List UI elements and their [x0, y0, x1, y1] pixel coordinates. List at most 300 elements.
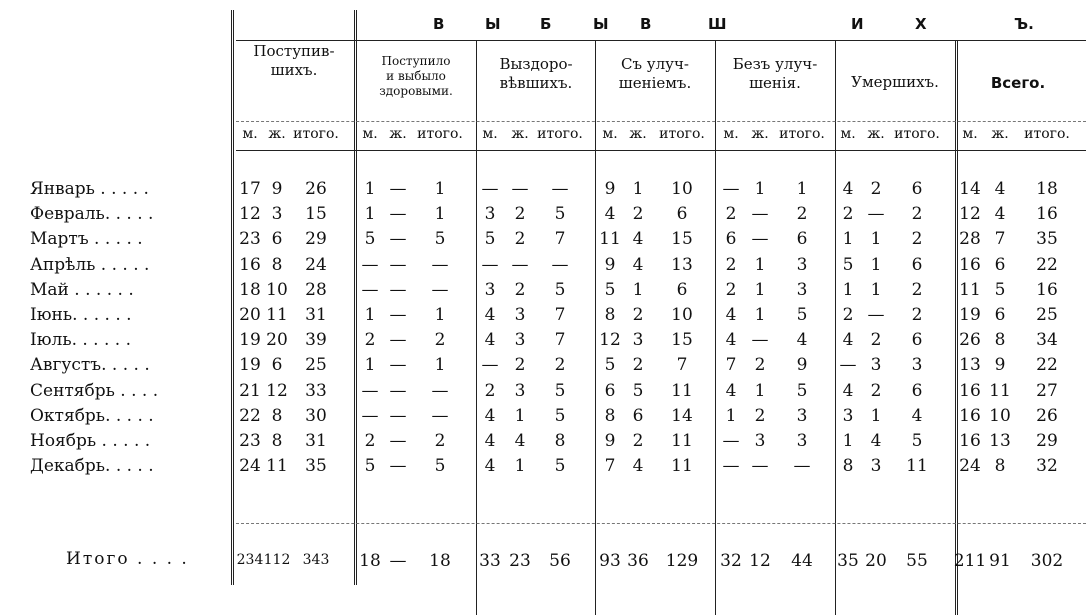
table-cell: —: [481, 355, 499, 375]
table-cell: 2: [514, 204, 526, 224]
table-cell: 3: [796, 431, 808, 451]
table-cell: 1: [434, 179, 446, 199]
header-letter: Ъ.: [1014, 15, 1034, 33]
table-cell: —: [389, 355, 407, 375]
table-cell: 7: [604, 456, 616, 476]
table-cell: 27: [1036, 381, 1058, 401]
table-cell: 2: [870, 381, 882, 401]
table-cell: 34: [1036, 330, 1058, 350]
table-cell: 6: [271, 355, 283, 375]
subheader-cell: итого.: [1024, 126, 1070, 142]
table-cell: 5: [554, 204, 566, 224]
table-cell: 2: [870, 179, 882, 199]
table-cell: 31: [305, 305, 327, 325]
table-cell: 2: [842, 305, 854, 325]
month-label: Январь . . . . .: [30, 179, 149, 199]
rule-group-5: [835, 40, 836, 615]
total-cell: 56: [549, 551, 571, 571]
total-label: Итого . . . .: [66, 549, 189, 569]
table-cell: 4: [484, 330, 496, 350]
subheader-cell: ж.: [629, 126, 647, 142]
table-cell: 2: [434, 431, 446, 451]
table-cell: 3: [911, 355, 923, 375]
table-cell: 6: [994, 305, 1006, 325]
table-cell: 4: [911, 406, 923, 426]
table-cell: —: [751, 229, 769, 249]
table-cell: 4: [842, 381, 854, 401]
subheader-cell: ж.: [867, 126, 885, 142]
table-cell: 11: [266, 305, 288, 325]
table-cell: —: [389, 330, 407, 350]
table-cell: 2: [514, 229, 526, 249]
month-label: Іюль. . . . . .: [30, 330, 132, 350]
table-cell: 4: [484, 305, 496, 325]
table-cell: —: [389, 280, 407, 300]
table-cell: 3: [484, 204, 496, 224]
table-cell: —: [361, 255, 379, 275]
table-cell: —: [722, 431, 740, 451]
table-cell: 2: [870, 330, 882, 350]
table-cell: 1: [754, 179, 766, 199]
table-cell: 2: [911, 229, 923, 249]
table-cell: 5: [796, 381, 808, 401]
table-cell: 6: [271, 229, 283, 249]
table-cell: 5: [554, 381, 566, 401]
table-cell: 4: [842, 330, 854, 350]
total-cell: 91: [989, 551, 1011, 571]
table-cell: 6: [676, 204, 688, 224]
table-cell: 6: [676, 280, 688, 300]
table-cell: 1: [364, 355, 376, 375]
table-cell: 5: [994, 280, 1006, 300]
subheader-cell: м.: [602, 126, 618, 142]
total-cell: 36: [627, 551, 649, 571]
table-cell: 1: [870, 229, 882, 249]
table-cell: 8: [994, 456, 1006, 476]
table-cell: —: [389, 229, 407, 249]
table-cell: 19: [239, 355, 261, 375]
table-cell: 5: [604, 355, 616, 375]
table-cell: 22: [1036, 355, 1058, 375]
table-cell: —: [481, 179, 499, 199]
subheader-cell: ж.: [751, 126, 769, 142]
table-cell: 21: [239, 381, 261, 401]
table-cell: 4: [796, 330, 808, 350]
header-letter: Б: [540, 15, 552, 33]
table-cell: 20: [266, 330, 288, 350]
table-cell: —: [867, 305, 885, 325]
table-cell: —: [722, 179, 740, 199]
table-cell: 33: [305, 381, 327, 401]
table-cell: 1: [632, 179, 644, 199]
table-cell: —: [839, 355, 857, 375]
subheader-cell: итого.: [293, 126, 339, 142]
total-cell: 302: [1030, 551, 1064, 571]
month-label: Октябрь. . . . .: [30, 406, 154, 426]
table-cell: 1: [434, 305, 446, 325]
rule-above-subheaders: [236, 121, 1086, 122]
table-cell: 16: [1036, 204, 1058, 224]
table-cell: 11: [989, 381, 1011, 401]
header-postupivshikh: Поступив- шихъ.: [253, 42, 335, 79]
total-cell: 18: [429, 551, 451, 571]
table-cell: —: [722, 456, 740, 476]
table-cell: 6: [796, 229, 808, 249]
total-cell: 20: [865, 551, 887, 571]
table-cell: 7: [676, 355, 688, 375]
table-cell: 4: [632, 255, 644, 275]
table-cell: —: [867, 204, 885, 224]
table-cell: 2: [911, 305, 923, 325]
table-cell: 16: [959, 255, 981, 275]
month-label: Апрѣль . . . . .: [30, 255, 150, 275]
table-cell: 1: [754, 381, 766, 401]
header-vsego: Всего.: [990, 74, 1046, 92]
table-cell: —: [481, 255, 499, 275]
table-cell: 2: [632, 355, 644, 375]
table-cell: 4: [725, 381, 737, 401]
total-cell: 211: [953, 551, 987, 571]
table-cell: 26: [959, 330, 981, 350]
table-cell: 10: [266, 280, 288, 300]
table-cell: 20: [239, 305, 261, 325]
table-cell: 2: [514, 280, 526, 300]
table-cell: 12: [239, 204, 261, 224]
table-cell: 2: [554, 355, 566, 375]
table-cell: 7: [554, 330, 566, 350]
table-cell: —: [389, 406, 407, 426]
table-cell: 5: [796, 305, 808, 325]
table-cell: 2: [632, 305, 644, 325]
table-cell: 3: [754, 431, 766, 451]
header-letter: Ш: [708, 15, 727, 33]
table-cell: 11: [671, 381, 693, 401]
month-label: Ноябрь . . . . .: [30, 431, 151, 451]
table-cell: 4: [870, 431, 882, 451]
table-cell: 1: [364, 305, 376, 325]
header-vyzdorovevshikh: Выздоро- вѣвшихъ.: [499, 55, 573, 92]
month-label: Августъ. . . . .: [30, 355, 150, 375]
table-cell: —: [793, 456, 811, 476]
table-cell: 9: [271, 179, 283, 199]
table-cell: 26: [1036, 406, 1058, 426]
table-cell: 9: [994, 355, 1006, 375]
table-cell: —: [361, 280, 379, 300]
table-cell: 24: [959, 456, 981, 476]
table-cell: 12: [959, 204, 981, 224]
total-cell: 112: [263, 552, 291, 568]
table-cell: 4: [632, 229, 644, 249]
header-s-uluchsheniem: Съ улуч- шеніемъ.: [618, 55, 692, 92]
table-cell: 1: [754, 305, 766, 325]
table-cell: 3: [870, 355, 882, 375]
table-cell: 3: [870, 456, 882, 476]
table-cell: —: [389, 431, 407, 451]
table-cell: 1: [842, 431, 854, 451]
subheader-cell: итого.: [779, 126, 825, 142]
table-cell: 9: [604, 255, 616, 275]
table-cell: 14: [959, 179, 981, 199]
table-cell: 4: [604, 204, 616, 224]
total-cell: 23: [509, 551, 531, 571]
total-cell: 55: [906, 551, 928, 571]
table-cell: 4: [514, 431, 526, 451]
table-cell: 1: [364, 204, 376, 224]
table-cell: —: [389, 456, 407, 476]
table-cell: 1: [842, 229, 854, 249]
subheader-cell: м.: [482, 126, 498, 142]
table-cell: 3: [632, 330, 644, 350]
table-cell: 3: [796, 255, 808, 275]
table-cell: 15: [671, 330, 693, 350]
table-cell: 1: [725, 406, 737, 426]
table-cell: —: [431, 280, 449, 300]
table-cell: 16: [959, 381, 981, 401]
table-cell: 15: [671, 229, 693, 249]
month-label: Декабрь. . . . .: [30, 456, 154, 476]
table-cell: 3: [796, 406, 808, 426]
table-cell: 9: [604, 179, 616, 199]
table-cell: 26: [305, 179, 327, 199]
table-cell: 9: [604, 431, 616, 451]
table-cell: 2: [364, 330, 376, 350]
table-cell: 8: [604, 406, 616, 426]
table-cell: —: [551, 255, 569, 275]
table-cell: 5: [632, 381, 644, 401]
subheader-cell: м.: [723, 126, 739, 142]
table-cell: 2: [434, 330, 446, 350]
table-cell: 6: [911, 330, 923, 350]
table-cell: 9: [796, 355, 808, 375]
rule-group-3: [595, 40, 596, 615]
table-cell: 10: [989, 406, 1011, 426]
rule-group-2: [476, 40, 477, 615]
total-cell: —: [389, 551, 407, 571]
table-cell: 10: [671, 305, 693, 325]
table-cell: 5: [554, 406, 566, 426]
table-cell: 2: [484, 381, 496, 401]
table-cell: 23: [239, 431, 261, 451]
table-cell: 8: [554, 431, 566, 451]
table-cell: 5: [364, 456, 376, 476]
month-label: Февраль. . . . .: [30, 204, 154, 224]
subheader-cell: итого.: [659, 126, 705, 142]
table-cell: 22: [1036, 255, 1058, 275]
subheader-cell: м.: [962, 126, 978, 142]
month-label: Мартъ . . . . .: [30, 229, 143, 249]
table-cell: 39: [305, 330, 327, 350]
table-cell: 14: [671, 406, 693, 426]
table-cell: 2: [725, 204, 737, 224]
total-cell: 234: [236, 552, 264, 568]
table-cell: 2: [364, 431, 376, 451]
table-cell: 1: [754, 280, 766, 300]
table-cell: 8: [842, 456, 854, 476]
table-cell: 4: [632, 456, 644, 476]
table-cell: 6: [604, 381, 616, 401]
header-letter: Ы: [593, 15, 609, 33]
table-cell: 25: [305, 355, 327, 375]
table-cell: 3: [271, 204, 283, 224]
table-cell: 2: [911, 204, 923, 224]
table-cell: —: [751, 456, 769, 476]
table-cell: 6: [994, 255, 1006, 275]
table-cell: 2: [514, 355, 526, 375]
table-cell: 4: [725, 330, 737, 350]
table-cell: 2: [796, 204, 808, 224]
table-cell: 18: [1036, 179, 1058, 199]
rule-under-vybyvshikh: [236, 40, 1086, 41]
table-cell: 1: [514, 456, 526, 476]
table-cell: 18: [239, 280, 261, 300]
subheader-cell: итого.: [894, 126, 940, 142]
total-cell: 343: [302, 552, 330, 568]
header-umershikh: Умершихъ.: [851, 73, 939, 91]
table-cell: 35: [1036, 229, 1058, 249]
table-cell: —: [389, 204, 407, 224]
table-cell: 16: [1036, 280, 1058, 300]
table-cell: —: [751, 330, 769, 350]
table-cell: —: [389, 179, 407, 199]
header-letter: Х: [915, 15, 927, 33]
table-cell: 1: [754, 255, 766, 275]
table-cell: 8: [271, 406, 283, 426]
subheader-cell: ж.: [389, 126, 407, 142]
table-cell: 1: [514, 406, 526, 426]
table-cell: 5: [604, 280, 616, 300]
month-label: Май . . . . . .: [30, 280, 134, 300]
table-cell: 6: [632, 406, 644, 426]
subheader-cell: м.: [242, 126, 258, 142]
table-cell: 1: [842, 280, 854, 300]
table-cell: 4: [484, 406, 496, 426]
rule-before-vsego: [955, 40, 958, 615]
table-cell: 19: [239, 330, 261, 350]
table-cell: 5: [842, 255, 854, 275]
table-cell: 1: [632, 280, 644, 300]
table-cell: 8: [271, 255, 283, 275]
table-cell: 11: [671, 431, 693, 451]
header-letter: И: [851, 15, 864, 33]
table-cell: 30: [305, 406, 327, 426]
table-cell: 12: [266, 381, 288, 401]
table-cell: —: [551, 179, 569, 199]
table-cell: 8: [271, 431, 283, 451]
table-cell: 17: [239, 179, 261, 199]
subheader-cell: м.: [840, 126, 856, 142]
table-cell: 29: [305, 229, 327, 249]
table-cell: 6: [725, 229, 737, 249]
total-cell: 12: [749, 551, 771, 571]
table-cell: 15: [305, 204, 327, 224]
subheader-cell: ж.: [991, 126, 1009, 142]
table-cell: 4: [725, 305, 737, 325]
table-cell: —: [389, 255, 407, 275]
table-cell: 3: [514, 381, 526, 401]
table-cell: 5: [484, 229, 496, 249]
month-label: Сентябрь . . . .: [30, 381, 159, 401]
table-cell: —: [431, 406, 449, 426]
subheader-cell: ж.: [268, 126, 286, 142]
table-cell: 1: [434, 204, 446, 224]
table-cell: 1: [364, 179, 376, 199]
table-cell: 3: [484, 280, 496, 300]
table-cell: 7: [725, 355, 737, 375]
table-cell: —: [431, 255, 449, 275]
header-postupilo-zdorovymi: Поступило и выбыло здоровыми.: [379, 54, 453, 98]
table-cell: 5: [434, 456, 446, 476]
table-cell: 16: [959, 431, 981, 451]
table-cell: —: [511, 179, 529, 199]
table-cell: 6: [911, 255, 923, 275]
table-cell: 2: [754, 355, 766, 375]
table-cell: 35: [305, 456, 327, 476]
table-cell: —: [361, 406, 379, 426]
header-letter: В: [640, 15, 652, 33]
table-cell: 1: [796, 179, 808, 199]
table-cell: 5: [911, 431, 923, 451]
table-cell: 22: [239, 406, 261, 426]
table-cell: 12: [599, 330, 621, 350]
table-cell: —: [751, 204, 769, 224]
table-cell: 11: [266, 456, 288, 476]
rule-below-subheaders: [236, 150, 1086, 151]
table-cell: 2: [842, 204, 854, 224]
table-cell: 6: [911, 381, 923, 401]
total-cell: 32: [720, 551, 742, 571]
table-cell: 28: [305, 280, 327, 300]
table-cell: 7: [554, 229, 566, 249]
table-cell: 4: [484, 431, 496, 451]
total-cell: 33: [479, 551, 501, 571]
subheader-cell: ж.: [511, 126, 529, 142]
subheader-cell: итого.: [417, 126, 463, 142]
header-letter: Ы: [485, 15, 501, 33]
table-cell: 3: [514, 305, 526, 325]
table-cell: 1: [434, 355, 446, 375]
table-cell: —: [389, 381, 407, 401]
total-cell: 44: [791, 551, 813, 571]
table-cell: 24: [239, 456, 261, 476]
table-cell: 31: [305, 431, 327, 451]
table-cell: 4: [842, 179, 854, 199]
total-cell: 35: [837, 551, 859, 571]
table-cell: 13: [959, 355, 981, 375]
table-cell: 7: [994, 229, 1006, 249]
rule-above-total: [236, 523, 1086, 524]
rule-after-postupivshikh: [354, 10, 357, 585]
table-cell: 1: [870, 406, 882, 426]
table-cell: 2: [632, 431, 644, 451]
table-cell: 2: [911, 280, 923, 300]
table-cell: 2: [754, 406, 766, 426]
table-cell: 8: [994, 330, 1006, 350]
table-cell: 1: [870, 255, 882, 275]
table-cell: 8: [604, 305, 616, 325]
total-cell: 18: [359, 551, 381, 571]
table-cell: 16: [239, 255, 261, 275]
table-cell: 23: [239, 229, 261, 249]
table-cell: 24: [305, 255, 327, 275]
table-cell: 19: [959, 305, 981, 325]
table-cell: 25: [1036, 305, 1058, 325]
table-cell: —: [361, 381, 379, 401]
table-cell: 3: [514, 330, 526, 350]
table-cell: 29: [1036, 431, 1058, 451]
table-cell: 11: [959, 280, 981, 300]
table-cell: 11: [599, 229, 621, 249]
table-cell: 32: [1036, 456, 1058, 476]
